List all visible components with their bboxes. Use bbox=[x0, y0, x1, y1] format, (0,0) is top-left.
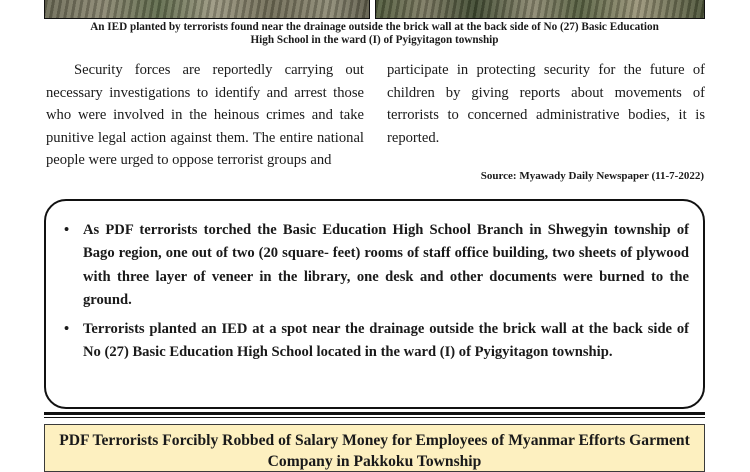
photo-caption bbox=[44, 21, 705, 47]
source-credit: Source: Myawady Daily Newspaper (11-7-2022) bbox=[480, 170, 704, 182]
summary-item-text: As PDF terrorists torched the Basic Education High School Branch in Shwegyin township of Bago region, one out of two (20 square- feet) rooms of staff office building, two sheets of plywood with three layer of veneer in the library, one desk and other documents were burned to the ground. bbox=[83, 222, 689, 308]
photo-strip bbox=[44, 0, 705, 19]
section-divider-thin bbox=[44, 417, 705, 418]
article-column-right bbox=[387, 59, 705, 149]
summary-item-text: Terrorists planted an IED at a spot near the drainage outside the brick wall at the back side of No (27) Basic Education High School located in the ward (I) of Pyigyitagon township. bbox=[83, 321, 689, 361]
summary-item bbox=[64, 318, 689, 365]
summary-list bbox=[64, 219, 689, 365]
summary-item bbox=[64, 219, 689, 312]
next-article-headline: PDF Terrorists Forcibly Robbed of Salary Money for Employees of Myanmar Efforts Garment Company in Pakkoku Township bbox=[44, 424, 705, 472]
article-column-left bbox=[46, 59, 364, 172]
summary-box bbox=[44, 199, 705, 409]
bullet-icon: • bbox=[64, 321, 70, 338]
caption-line-2: High School in the ward (I) of Pyigyitagon township bbox=[250, 34, 499, 46]
ied-photo-right bbox=[375, 0, 705, 19]
ied-photo-left bbox=[44, 0, 370, 19]
article-paragraph-right: participate in protecting security for the future of children by giving reports about movements of terrorists to concerned administrative bodies, it is reported. bbox=[387, 62, 705, 146]
article-paragraph-left: Security forces are reportedly carrying out necessary investigations to identify and arrest those who were involved in the heinous crimes and take punitive legal action against them. The entire national people were urged to oppose terrorist groups and bbox=[46, 62, 364, 169]
section-divider-thick bbox=[44, 412, 705, 415]
caption-line-1: An IED planted by terrorists found near the drainage outside the brick wall at the back side of No (27) Basic Education bbox=[90, 21, 659, 33]
bullet-icon: • bbox=[64, 222, 70, 238]
